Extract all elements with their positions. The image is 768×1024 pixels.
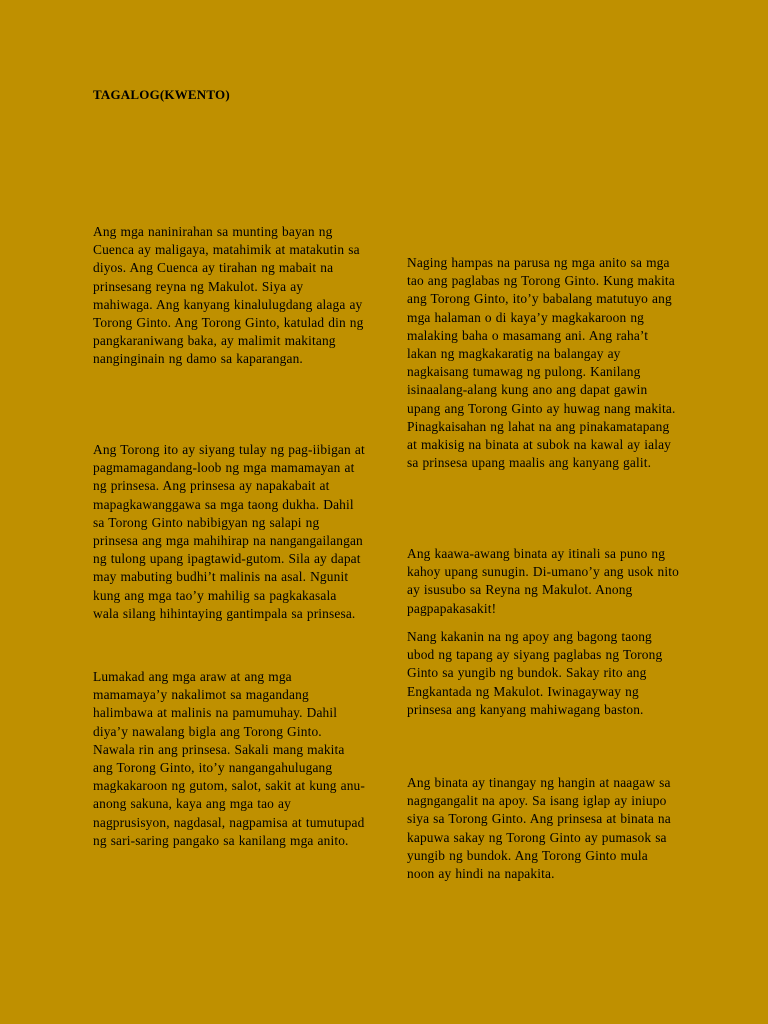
left-paragraph-3: Lumakad ang mga araw at ang mga mamamaya’y nakalimot sa magandang halimbawa at malinis na pamumuhay. Dahil diya’y nawalang bigla ang Torong Ginto. Nawala rin ang prinsesa. Sakali mang makita ang Torong Ginto, ito’y nangangahulugang magkakaroon ng gutom, salot, sakit at kung anu-anong sakuna, kaya ang mga tao ay nagprusisyon, nagdasal, nagpamisa at tumutupad ng sari-saring pangako sa kanilang mga anito. xyxy=(93,669,365,848)
document-title: TAGALOG(KWENTO) xyxy=(93,87,230,102)
right-paragraph-4: Ang binata ay tinangay ng hangin at naagaw sa nagngangalit na apoy. Sa isang iglap ay iniupo siya sa Torong Ginto. Ang prinsesa at binata na kapuwa sakay ng Torong Ginto ay pumasok sa yungib ng bundok. Ang Torong Ginto mula noon ay hindi na napakita. xyxy=(407,775,671,882)
right-paragraph-1: Naging hampas na parusa ng mga anito sa mga tao ang paglabas ng Torong Ginto. Kung makita ang Torong Ginto, ito’y babalang matutuyo ang mga halaman o di kaya’y magkakaroon ng malaking baha o masamang ani. Ang raha’t lakan ng magkakaratig na balangay ay nagkaisang tumawag ng pulong. Kanilang isinaalang-alang kung ano ang dapat gawin upang ang Torong Ginto ay huwag nang makita. Pinagkaisahan ng lahat na ang pinakamatapang at makisig na binata at subok na kawal ay ialay sa prinsesa upang maalis ang kanyang galit. xyxy=(407,255,676,471)
right-paragraph-2: Ang kaawa-awang binata ay itinali sa puno ng kahoy upang sunugin. Di-umano’y ang usok nito ay isusubo sa Reyna ng Makulot. Anong pagpapakasakit! xyxy=(407,546,679,616)
left-paragraph-1: Ang mga naninirahan sa munting bayan ng Cuenca ay maligaya, matahimik at matakutin sa diyos. Ang Cuenca ay tirahan ng mabait na prinsesang reyna ng Makulot. Siya ay mahiwaga. Ang kanyang kinalulugdang alaga ay Torong Ginto. Ang Torong Ginto, katulad din ng pangkaraniwang baka, ay malimit makitang nanginginain ng damo sa kaparangan. xyxy=(93,224,364,367)
right-paragraph-3: Nang kakanin na ng apoy ang bagong taong ubod ng tapang ay siyang paglabas ng Torong Ginto sa yungib ng bundok. Sakay rito ang Engkantada ng Makulot. Iwinagayway ng prinsesa ang kanyang mahiwagang baston. xyxy=(407,629,663,717)
left-paragraph-2: Ang Torong ito ay siyang tulay ng pag-iibigan at pagmamagandang-loob ng mga mamamayan at ng prinsesa. Ang prinsesa ay napakabait at mapagkawanggawa sa mga taong dukha. Dahil sa Torong Ginto nabibigyan ng salapi ng prinsesa ang mga mahihirap na nangangailangan ng tulong upang ipagtawid-gutom. Sila ay dapat may mabuting budhi’t malinis na asal. Ngunit kung ang mga tao’y mahilig sa pagkakasala wala silang hihintaying gantimpala sa prinsesa. xyxy=(93,442,365,621)
